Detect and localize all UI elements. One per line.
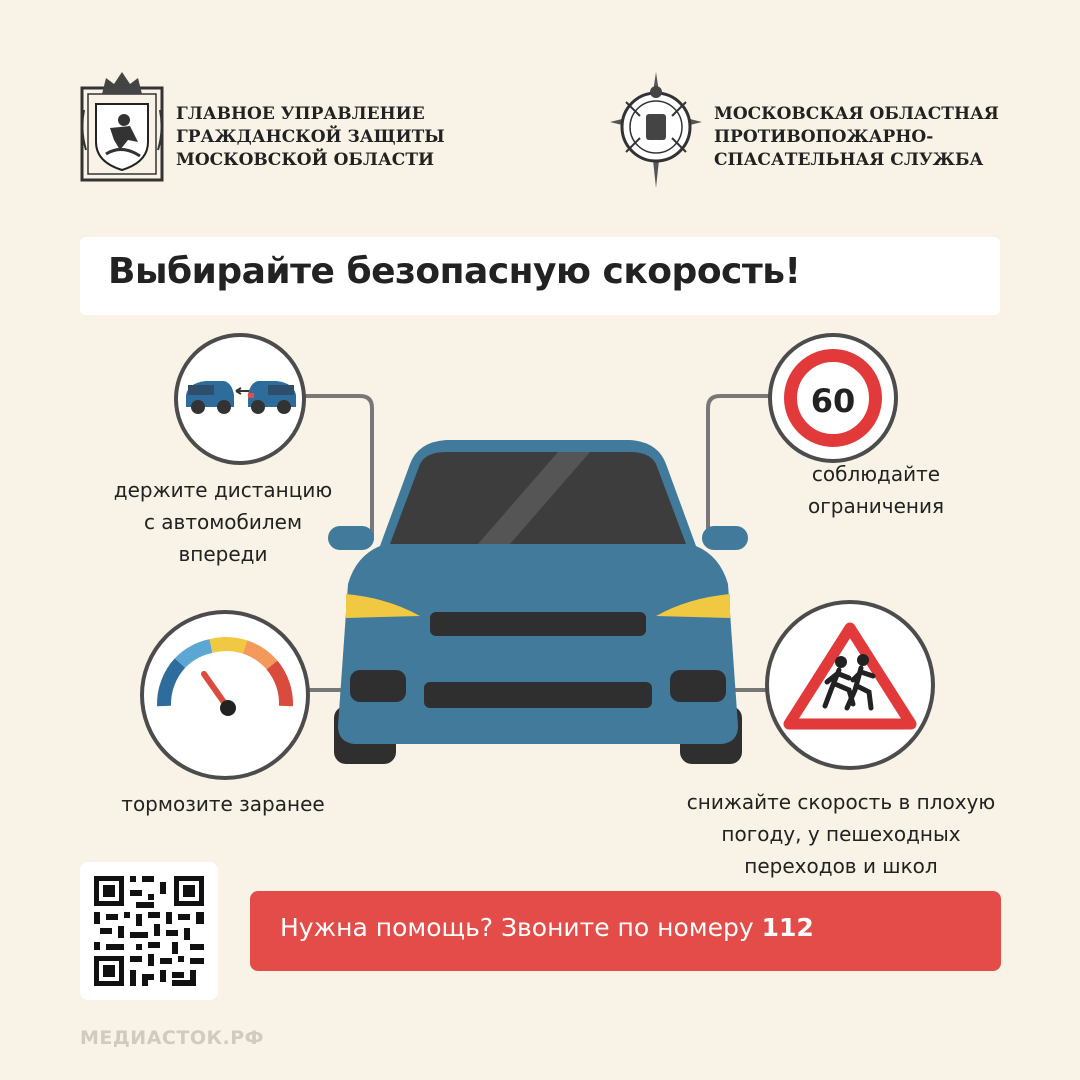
left-org-line-3: МОСКОВСКОЙ ОБЛАСТИ (176, 150, 435, 170)
tip-brake (95, 788, 351, 820)
qr-code-card[interactable] (80, 862, 218, 1000)
speed-limit-circle (768, 333, 898, 463)
footer-source: МЕДИАСТОК.РФ (80, 1027, 264, 1049)
right-org-line-1: МОСКОВСКАЯ ОБЛАСТНАЯ (714, 104, 999, 124)
right-org-line-2: ПРОТИВОПОЖАРНО- (714, 127, 934, 147)
tip-slow-down (646, 786, 1036, 882)
tip-limits (766, 458, 986, 522)
emergency-call-text (280, 913, 814, 942)
tip-brake-line-1: тормозите заранее (121, 792, 325, 816)
left-org-line-2: ГРАЖДАНСКОЙ ЗАЩИТЫ (176, 127, 445, 147)
distance-circle (174, 333, 306, 465)
cars-distance-icon (178, 337, 302, 461)
children-crossing-sign-icon (769, 604, 931, 766)
tip-slow-down-line-3: переходов и школ (744, 854, 938, 878)
emergency-call-label: Нужна помощь? Звоните по номеру (280, 913, 762, 942)
qr-code-icon[interactable] (80, 862, 218, 1000)
emergency-number[interactable]: 112 (761, 913, 814, 942)
left-org-line-1: ГЛАВНОЕ УПРАВЛЕНИЕ (176, 104, 425, 124)
tip-slow-down-line-1: снижайте скорость в плохую (686, 790, 996, 814)
tip-distance-line-1: держите дистанцию (113, 478, 333, 502)
tip-distance-line-2: с автомобилем (143, 510, 303, 534)
speed-limit-value: 60 (810, 382, 856, 420)
page-title: Выбирайте безопасную скорость! (108, 251, 801, 292)
pedestrian-circle (765, 600, 935, 770)
tip-slow-down-line-2: погоду, у пешеходных (721, 822, 961, 846)
tip-limits-line-2: ограничения (808, 494, 944, 518)
tip-distance (95, 474, 351, 570)
car-front-illustration (328, 436, 748, 766)
speedometer-icon (144, 614, 306, 776)
right-org-line-3: СПАСАТЕЛЬНАЯ СЛУЖБА (714, 150, 984, 170)
speed-limit-sign-icon (784, 349, 882, 447)
emergency-call-banner[interactable] (250, 891, 1001, 971)
tip-limits-line-1: соблюдайте (811, 462, 941, 486)
brake-circle (140, 610, 310, 780)
tip-distance-line-3: впереди (178, 542, 268, 566)
